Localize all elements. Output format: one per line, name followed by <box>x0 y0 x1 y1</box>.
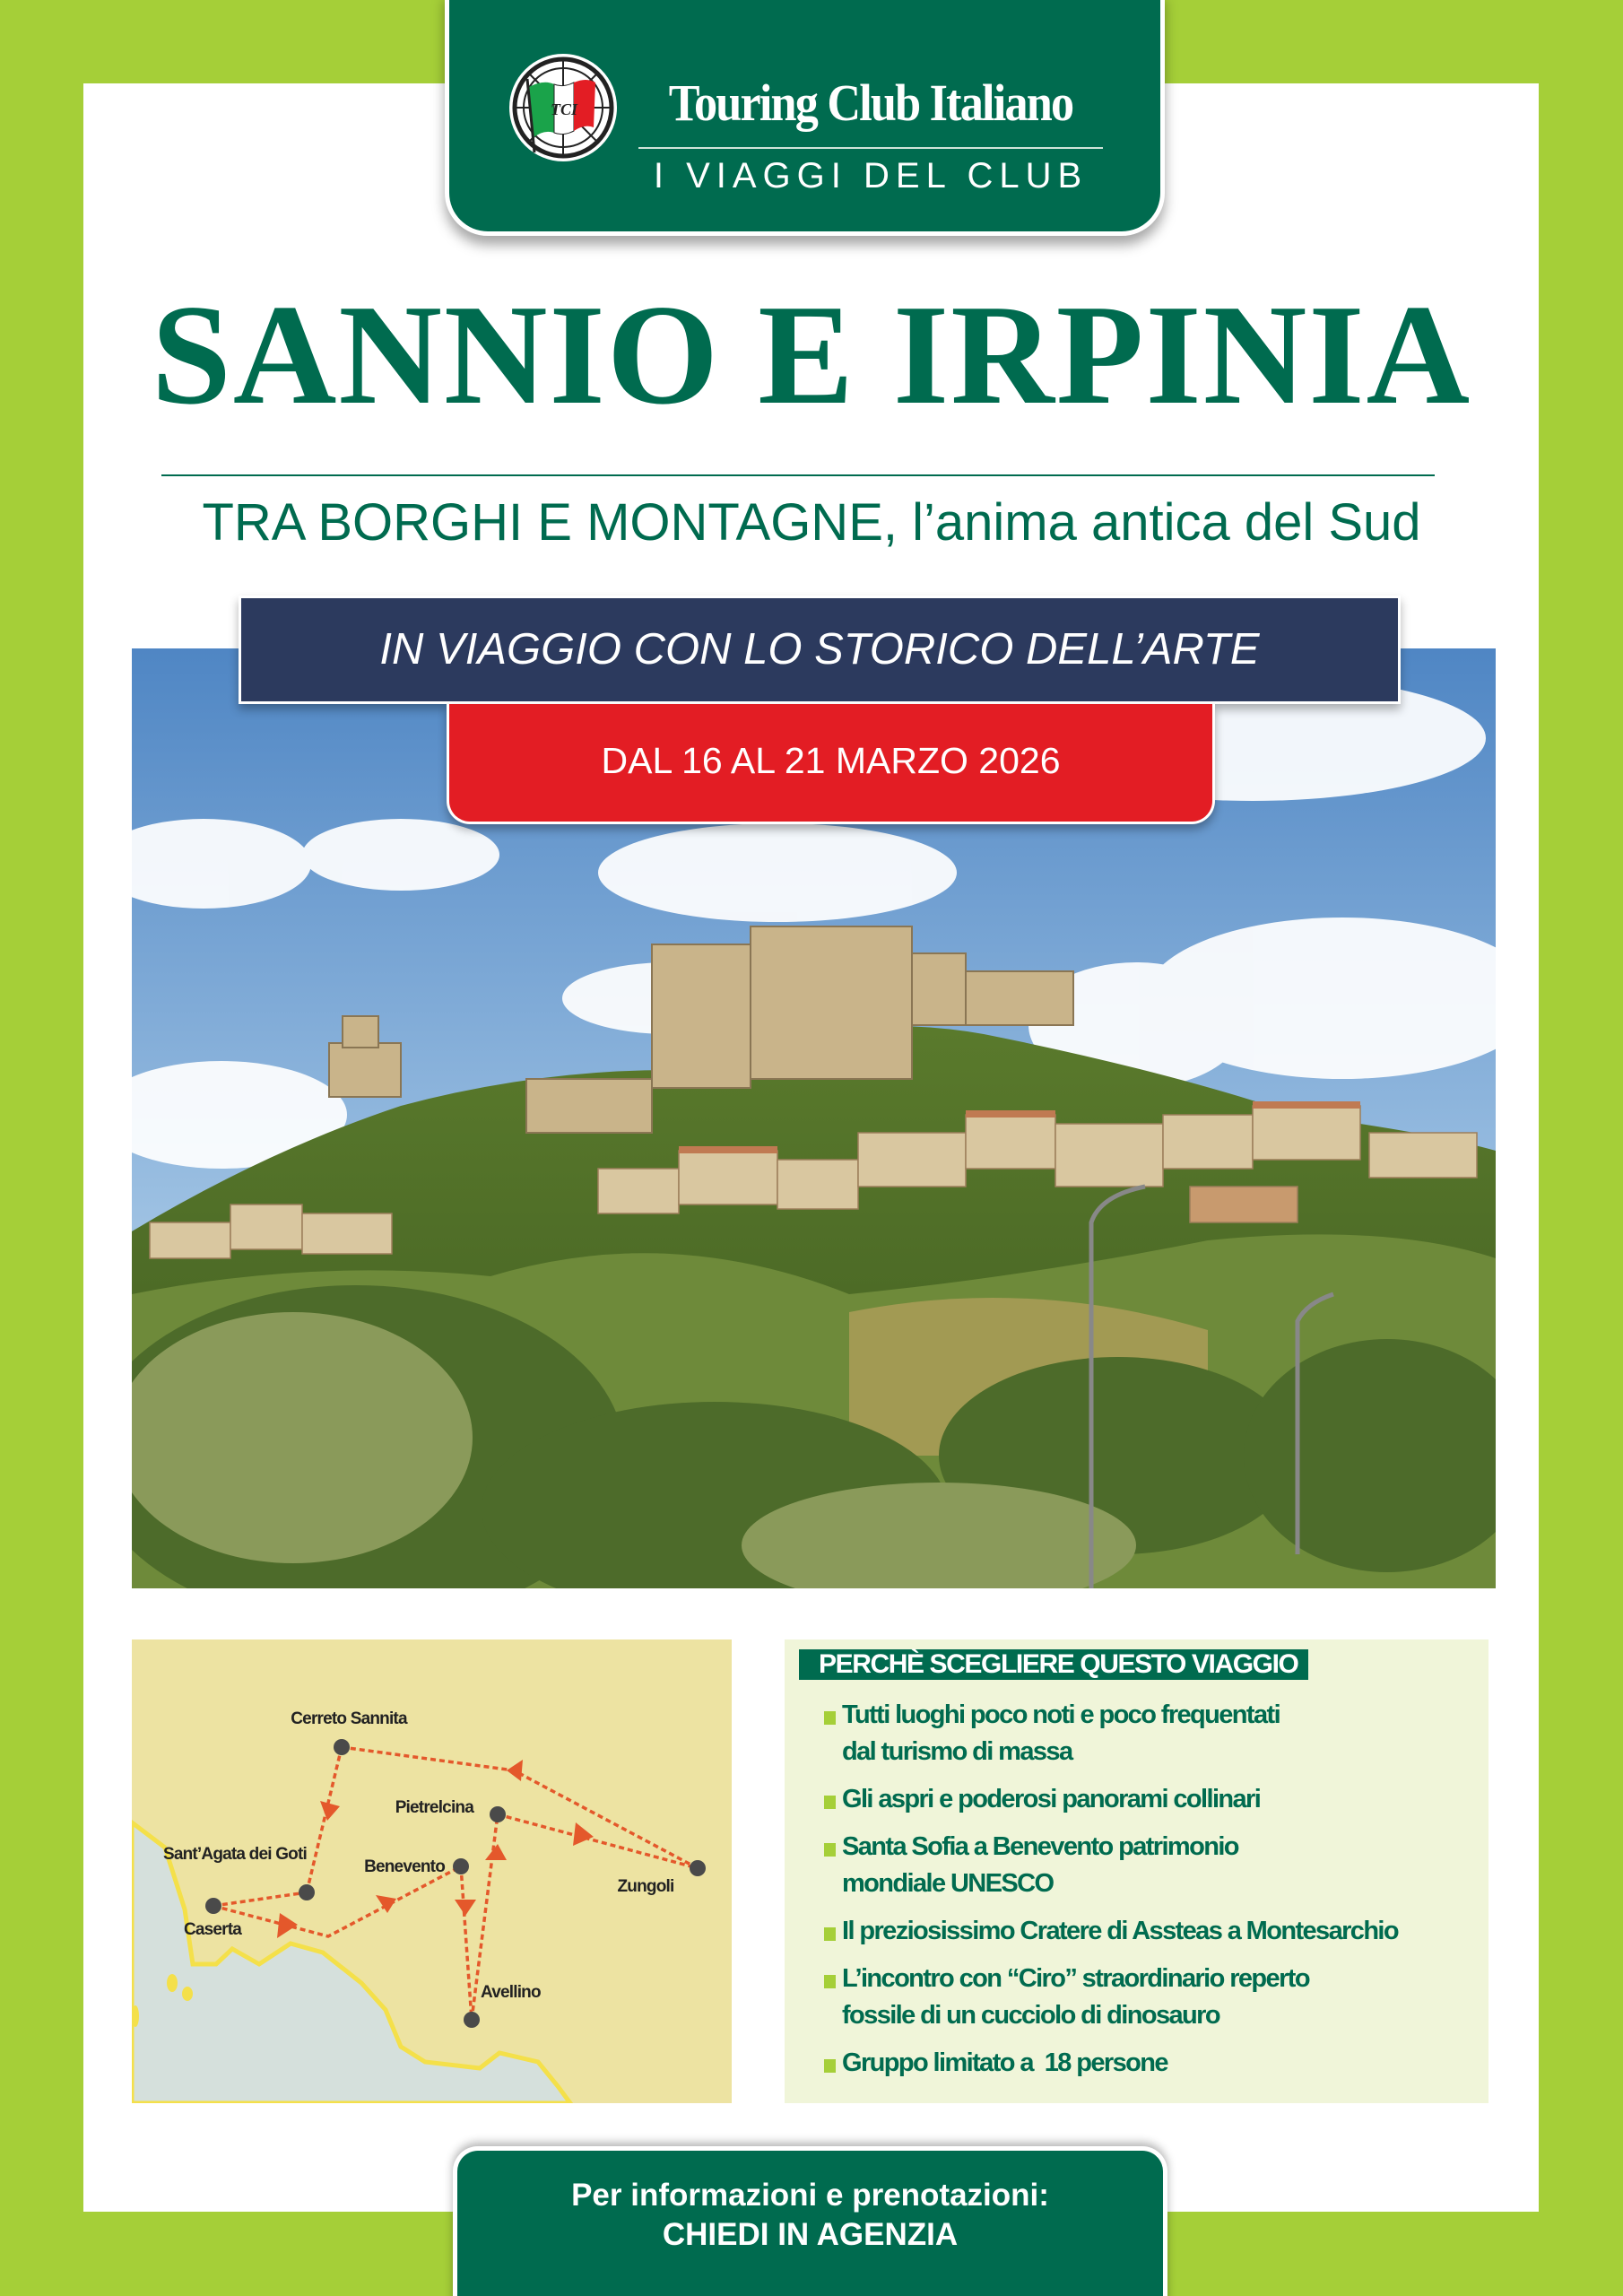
item-line: dal turismo di massa <box>842 1737 1072 1766</box>
city-label: Pietrelcina <box>395 1798 473 1817</box>
bullet-square-icon <box>824 2059 836 2073</box>
city-label: Avellino <box>481 1983 541 2002</box>
contact-tab <box>453 2146 1167 2296</box>
contact-line: Per informazioni e prenotazioni: <box>571 2178 1049 2213</box>
city-dot <box>690 1860 706 1876</box>
brand-name: Touring Club Italiano <box>668 74 1073 132</box>
bullet-square-icon <box>824 1975 836 1988</box>
why-list <box>824 1697 1483 2092</box>
city-dot <box>453 1858 469 1874</box>
subtitle: TRA BORGHI E MONTAGNE, l’anima antica del Sud <box>202 493 1421 552</box>
city-dot <box>299 1884 315 1900</box>
list-item <box>824 2045 1483 2082</box>
bullet-square-icon <box>824 1711 836 1725</box>
list-item <box>824 1697 1483 1770</box>
bullet-square-icon <box>824 1843 836 1857</box>
brand-divider <box>638 147 1103 149</box>
city-dot <box>334 1739 350 1755</box>
city-label: Cerreto Sannita <box>291 1709 407 1728</box>
list-item <box>824 1781 1483 1818</box>
title-divider <box>161 474 1435 476</box>
why-heading: PERCHÈ SCEGLIERE QUESTO VIAGGIO <box>799 1649 1308 1680</box>
guide-banner: IN VIAGGIO CON LO STORICO DELL’ARTE <box>239 596 1401 704</box>
item-line: Gli aspri e poderosi panorami collinari <box>842 1785 1261 1813</box>
item-line: L’incontro con “Ciro” straordinario reperto <box>842 1964 1309 1993</box>
item-line: Gruppo limitato a 18 persone <box>842 2048 1167 2077</box>
page-title: SANNIO E IRPINIA <box>151 274 1472 434</box>
city-dot <box>490 1806 506 1822</box>
tci-logo-icon <box>508 52 619 163</box>
city-dot <box>205 1898 221 1914</box>
bullet-square-icon <box>824 1796 836 1809</box>
contact-cta: CHIEDI IN AGENZIA <box>662 2217 959 2252</box>
item-line: Il preziosissimo Cratere di Assteas a Montesarchio <box>842 1917 1399 1945</box>
list-item <box>824 1961 1483 2034</box>
why-choose-box <box>785 1639 1488 2103</box>
itinerary-map <box>132 1639 732 2103</box>
bullet-square-icon <box>824 1927 836 1941</box>
city-label: Sant’Agata dei Goti <box>162 1845 307 1864</box>
list-item <box>824 1913 1483 1950</box>
item-line: Tutti luoghi poco noti e poco frequentati <box>842 1700 1280 1729</box>
city-label: Zungoli <box>617 1877 674 1896</box>
brand-tagline: I VIAGGI DEL CLUB <box>653 156 1089 196</box>
city-label: Caserta <box>183 1920 242 1939</box>
item-line: mondiale UNESCO <box>842 1869 1054 1898</box>
item-line: fossile di un cucciolo di dinosauro <box>842 2001 1219 2030</box>
svg-text:TCI: TCI <box>550 100 578 118</box>
city-label: Benevento <box>364 1857 445 1876</box>
list-item <box>824 1829 1483 1902</box>
city-dot <box>464 2012 480 2028</box>
item-line: Santa Sofia a Benevento patrimonio <box>842 1832 1238 1861</box>
dates-badge: DAL 16 AL 21 MARZO 2026 <box>447 704 1215 824</box>
